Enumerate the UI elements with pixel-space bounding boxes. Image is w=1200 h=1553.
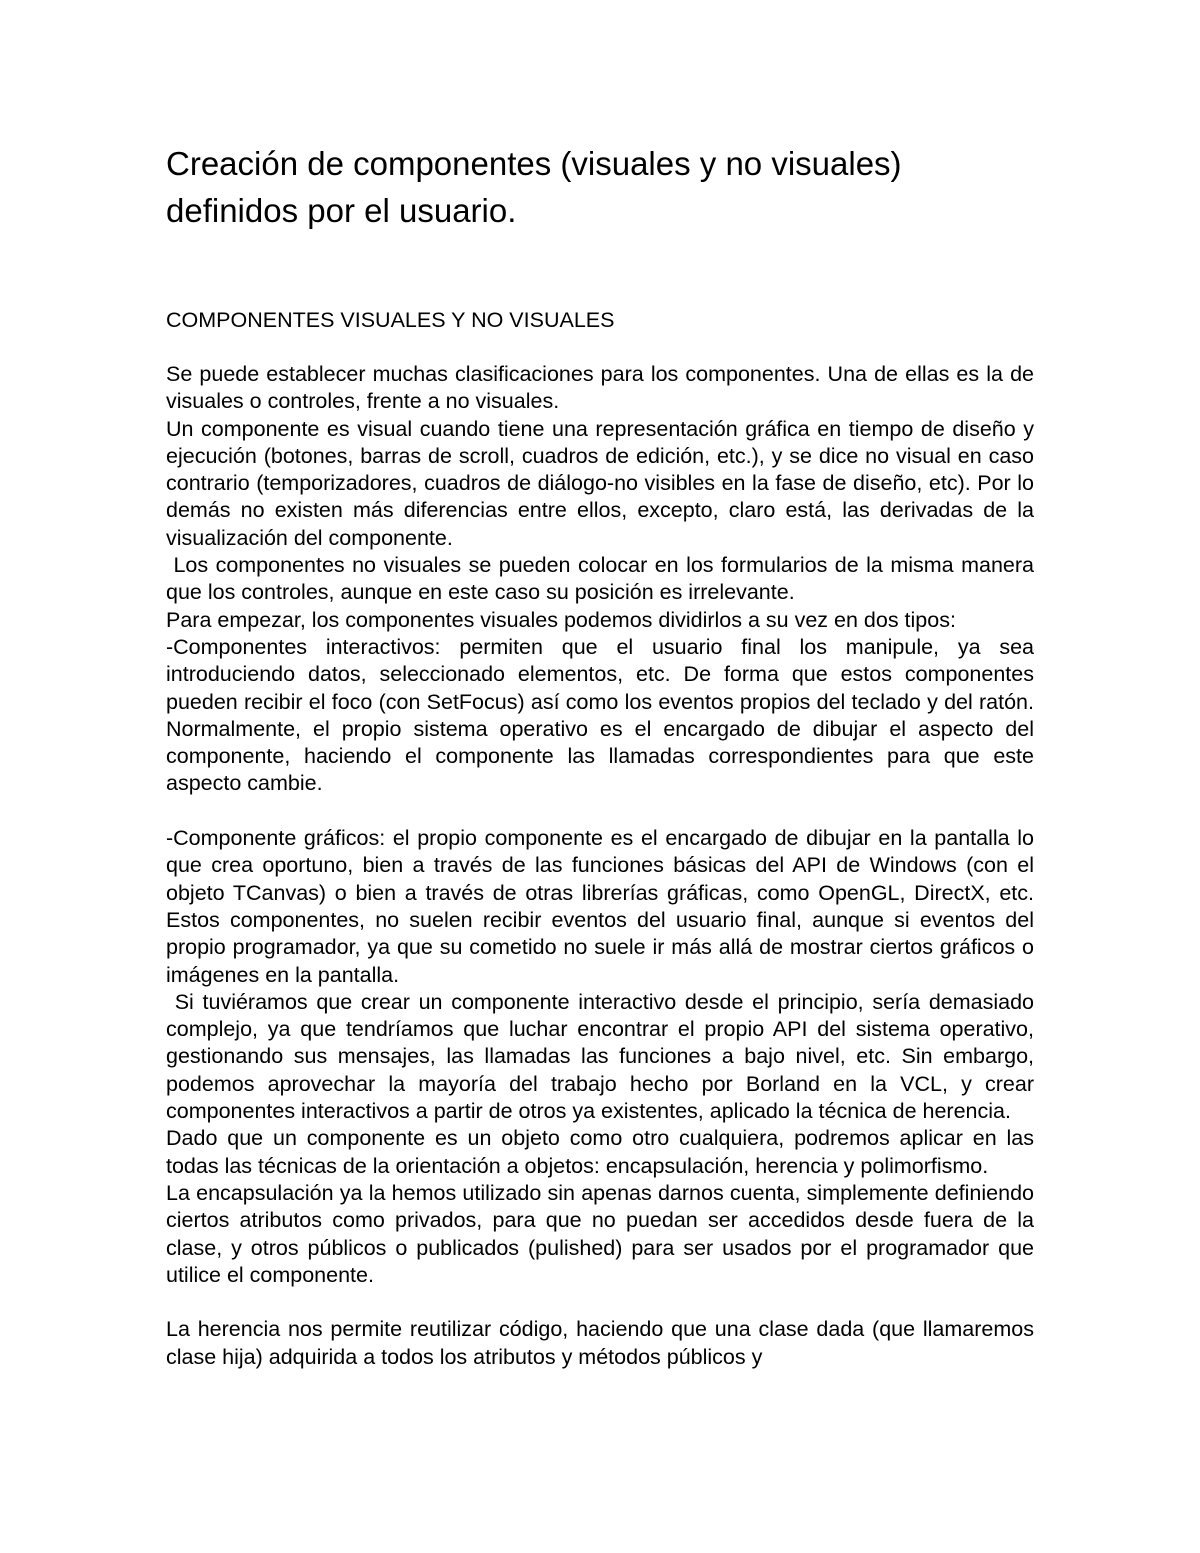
document-body <box>166 361 1040 1371</box>
title-line-2: definidos por el usuario. <box>166 192 517 229</box>
paragraph: Los componentes no visuales se pueden colocar en los formularios de la misma manera que los controles, aunque en este caso su posición es irrelevante. <box>166 553 1040 605</box>
title-line-1: Creación de componentes (visuales y no visuales) <box>166 145 902 182</box>
paragraph: -Componentes interactivos: permiten que el usuario final los manipule, ya sea introduciendo datos, seleccionado elementos, etc. De forma que estos componentes pueden recibir el foco (con SetFocus) así como los eventos propios del teclado y del ratón. Normalmente, el propio sistema operativo es el encargado de dibujar el aspecto del componente, haciendo el componente las llamadas correspondientes para que este aspecto cambie. <box>166 634 1034 796</box>
paragraph: -Componente gráficos: el propio componente es el encargado de dibujar en la pantalla lo que crea oportuno, bien a través de las funciones básicas del API de Windows (con el objeto TCanvas) o bien a través de otras librerías gráficas, como OpenGL, DirectX, etc. Estos componentes, no suelen recibir eventos del usuario final, aunque si eventos del propio programador, ya que su cometido no suele ir más allá de mostrar ciertos gráficos o imágenes en la pantalla. <box>166 826 1034 987</box>
paragraph: La herencia nos permite reutilizar código, haciendo que una clase dada (que llamaremos clase hija) adquirida a todos los atributos y métodos públicos y <box>166 1317 1034 1369</box>
document-title <box>166 140 1034 234</box>
paragraph: La encapsulación ya la hemos utilizado sin apenas darnos cuenta, simplemente definiendo ciertos atributos como privados, para que no puedan ser accedidos desde fuera de la clase, y otros públicos o publicados (pulished) para ser usados por el programador que utilice el componente. <box>166 1180 1034 1287</box>
paragraph: Dado que un componente es un objeto como otro cualquiera, podremos aplicar en las todas las técnicas de la orientación a objetos: encapsulación, herencia y polimorfismo. <box>166 1126 1034 1178</box>
section-heading: COMPONENTES VISUALES Y NO VISUALES <box>166 308 615 332</box>
paragraph: Si tuviéramos que crear un componente interactivo desde el principio, sería demasiado complejo, ya que tendríamos que luchar encontrar el propio API del sistema operativo, gestionando sus mensajes, las llamadas las funciones a bajo nivel, etc. Sin embargo, podemos aprovechar la mayoría del trabajo hecho por Borland en la VCL, y crear componentes interactivos a partir de otros ya existentes, aplicado la técnica de herencia. <box>166 989 1040 1124</box>
paragraph: Para empezar, los componentes visuales podemos dividirlos a su vez en dos tipos: <box>166 607 956 632</box>
paragraph: Se puede establecer muchas clasificaciones para los componentes. Una de ellas es la de visuales o controles, frente a no visuales. <box>166 362 1034 414</box>
paragraph: Un componente es visual cuando tiene una representación gráfica en tiempo de diseño y ejecución (botones, barras de scroll, cuadros de edición, etc.), y se dice no visual en caso contrario (temporizadores, cuadros de diálogo-no visibles en la fase de diseño, etc). Por lo demás no existen más diferencias entre ellos, excepto, claro está, las derivadas de la visualización del componente. <box>166 416 1034 550</box>
